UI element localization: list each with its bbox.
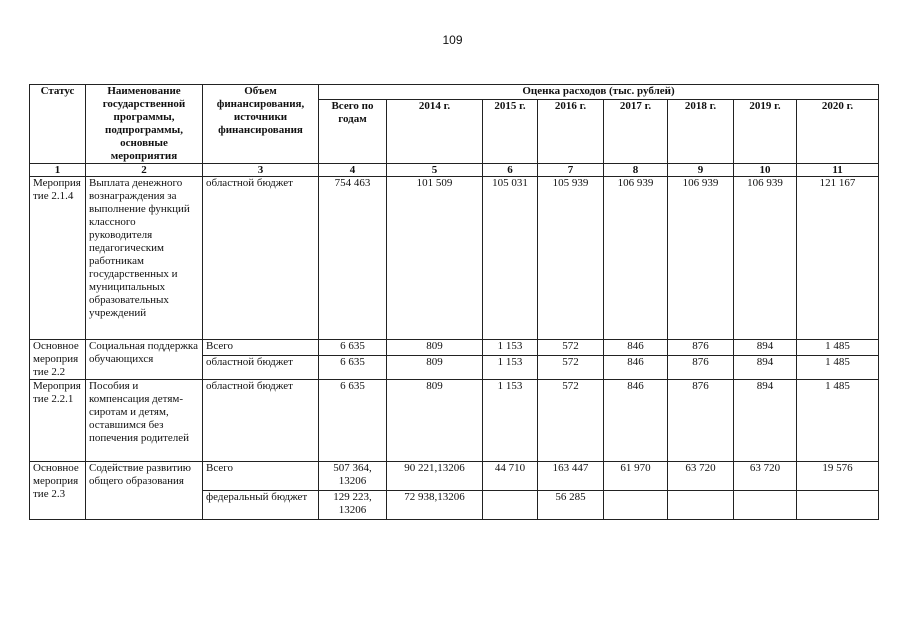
row-value: 72 938,13206 [387, 491, 483, 520]
row-value: 809 [387, 356, 483, 380]
row-value [483, 491, 538, 520]
column-number: 3 [203, 164, 319, 177]
row-value: 572 [538, 356, 604, 380]
row-value: 876 [668, 340, 734, 356]
row-status: Мероприя тие 2.2.1 [30, 380, 86, 462]
row-value: 61 970 [604, 462, 668, 491]
row-value: 101 509 [387, 177, 483, 340]
row-value: 894 [734, 380, 797, 462]
row-value [734, 491, 797, 520]
header-estimate: Оценка расходов (тыс. рублей) [319, 85, 879, 100]
column-number: 8 [604, 164, 668, 177]
row-value: 1 153 [483, 380, 538, 462]
row-value: 876 [668, 380, 734, 462]
column-number: 2 [86, 164, 203, 177]
page-number: 109 [442, 33, 463, 47]
row-name: Социальная поддержка обучающихся [86, 340, 203, 380]
header-year: 2015 г. [483, 99, 538, 163]
header-year: 2020 г. [797, 99, 879, 163]
row-value: 846 [604, 380, 668, 462]
row-value: 876 [668, 356, 734, 380]
row-source: Всего [203, 340, 319, 356]
row-total: 754 463 [319, 177, 387, 340]
row-value: 572 [538, 380, 604, 462]
row-total: 129 223, 13206 [319, 491, 387, 520]
row-value: 1 153 [483, 356, 538, 380]
row-value: 121 167 [797, 177, 879, 340]
table-row [30, 340, 879, 356]
row-value [797, 491, 879, 520]
row-value [668, 491, 734, 520]
header-name: Наименование государственной программы, подпрограммы, основные мероприятия [86, 85, 203, 164]
table-row [30, 177, 879, 340]
column-number: 5 [387, 164, 483, 177]
column-number: 4 [319, 164, 387, 177]
row-value: 63 720 [668, 462, 734, 491]
row-source: областной бюджет [203, 356, 319, 380]
row-name: Содействие развитию общего образования [86, 462, 203, 520]
row-value: 846 [604, 340, 668, 356]
column-number: 9 [668, 164, 734, 177]
row-value: 809 [387, 380, 483, 462]
row-status: Основное мероприя тие 2.2 [30, 340, 86, 380]
header-year: 2018 г. [668, 99, 734, 163]
row-value [604, 491, 668, 520]
column-number: 11 [797, 164, 879, 177]
row-value: 105 939 [538, 177, 604, 340]
row-value: 572 [538, 340, 604, 356]
row-status: Мероприя тие 2.1.4 [30, 177, 86, 340]
row-total: 6 635 [319, 340, 387, 356]
header-year: 2014 г. [387, 99, 483, 163]
row-value: 63 720 [734, 462, 797, 491]
header-year: 2017 г. [604, 99, 668, 163]
row-value: 90 221,13206 [387, 462, 483, 491]
row-value: 163 447 [538, 462, 604, 491]
header-year: 2016 г. [538, 99, 604, 163]
row-value: 846 [604, 356, 668, 380]
column-number: 1 [30, 164, 86, 177]
row-value: 106 939 [668, 177, 734, 340]
row-name: Выплата денежного вознаграждения за выполнение функций классного руководителя педагогическим работникам государственных и муниципальных образовательных учреждений [86, 177, 203, 340]
column-number: 10 [734, 164, 797, 177]
header-status: Статус [30, 85, 86, 164]
header-year: 2019 г. [734, 99, 797, 163]
row-value: 1 485 [797, 356, 879, 380]
column-number: 7 [538, 164, 604, 177]
table-row [30, 462, 879, 491]
row-value: 809 [387, 340, 483, 356]
header-volume: Объем финансирования, источники финансирования [203, 85, 319, 164]
row-value: 1 485 [797, 380, 879, 462]
row-value: 106 939 [604, 177, 668, 340]
row-value: 1 153 [483, 340, 538, 356]
table-row [30, 380, 879, 462]
row-source: областной бюджет [203, 177, 319, 340]
row-source: Всего [203, 462, 319, 491]
row-value: 894 [734, 340, 797, 356]
row-total: 6 635 [319, 380, 387, 462]
row-value: 44 710 [483, 462, 538, 491]
row-value: 894 [734, 356, 797, 380]
row-total: 6 635 [319, 356, 387, 380]
row-value: 105 031 [483, 177, 538, 340]
row-source: областной бюджет [203, 380, 319, 462]
header-total: Всего по годам [319, 99, 387, 163]
row-value: 106 939 [734, 177, 797, 340]
row-status: Основное мероприя тие 2.3 [30, 462, 86, 520]
column-number: 6 [483, 164, 538, 177]
column-number-row [30, 164, 879, 177]
row-value: 19 576 [797, 462, 879, 491]
row-value: 1 485 [797, 340, 879, 356]
row-source: федеральный бюджет [203, 491, 319, 520]
row-total: 507 364, 13206 [319, 462, 387, 491]
row-value: 56 285 [538, 491, 604, 520]
budget-table [29, 84, 879, 520]
row-name: Пособия и компенсация детям-сиротам и детям, оставшимся без попечения родителей [86, 380, 203, 462]
